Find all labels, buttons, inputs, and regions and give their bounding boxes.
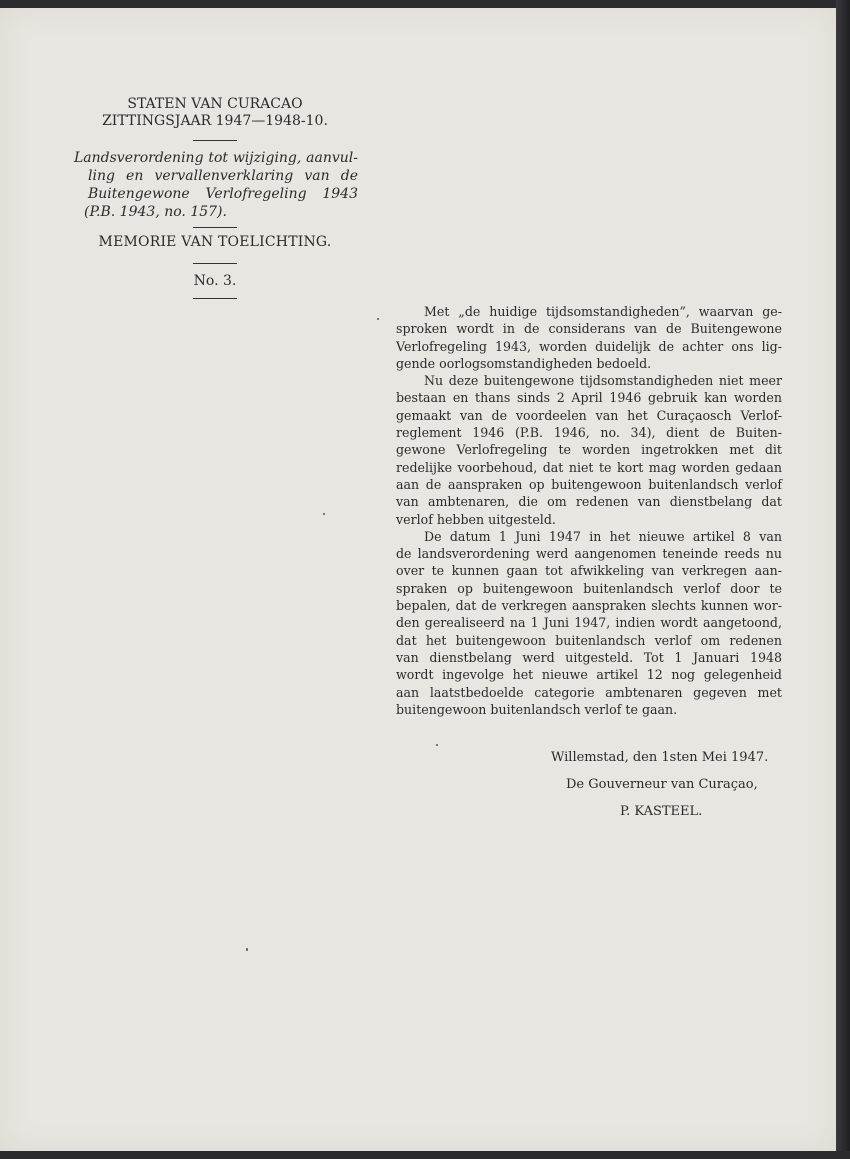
- header-divider-2: [193, 227, 237, 228]
- scan-speck: [246, 948, 248, 951]
- signature-title: De Gouverneur van Curaçao,: [566, 777, 758, 792]
- body-line: van ambtenaren, die om redenen van dienstbelang dat: [396, 494, 782, 510]
- body-line: aan laatstbedoelde categorie ambtenaren gegeven met: [396, 684, 782, 700]
- explanatory-memorandum-body: [396, 303, 782, 718]
- body-line: dat het buitengewoon buitenlandsch verlof om redenen: [396, 632, 782, 648]
- scan-speck: [377, 318, 379, 320]
- body-line: aan de aanspraken op buitengewoon buitenlandsch verlof: [396, 476, 782, 492]
- header-line-session: ZITTINGSJAAR 1947—1948-10.: [102, 113, 328, 129]
- scan-speck: [323, 513, 325, 515]
- header-line-states: STATEN VAN CURACAO: [127, 96, 303, 112]
- body-line: Nu deze buitengewone tijdsomstandigheden niet meer: [424, 373, 782, 389]
- header-divider-1: [193, 140, 237, 141]
- ordinance-description: [74, 149, 358, 221]
- signature-place-date: Willemstad, den 1sten Mei 1947.: [551, 750, 769, 765]
- memorie-heading: MEMORIE VAN TOELICHTING.: [98, 234, 332, 250]
- header-divider-4: [193, 298, 237, 299]
- body-line: wordt ingevolge het nieuwe artikel 12 nog gelegenheid: [396, 667, 782, 683]
- body-line: gemaakt van de voordeelen van het Curaçaosch Verlof-: [396, 407, 782, 423]
- body-line: reglement 1946 (P.B. 1946, no. 34), dient de Buiten-: [396, 425, 782, 441]
- description-line: Buitengewone Verlofregeling 1943: [88, 186, 358, 202]
- scan-speck: [436, 744, 438, 746]
- body-line: spraken op buitengewoon buitenlandsch verlof door te: [396, 580, 782, 596]
- body-line: bepalen, dat de verkregen aanspraken slechts kunnen wor-: [396, 598, 782, 614]
- description-line: Landsverordening tot wijziging, aanvul-: [74, 150, 358, 166]
- body-line: redelijke voorbehoud, dat niet te kort mag worden gedaan: [396, 459, 782, 475]
- body-line: Met „de huidige tijdsomstandigheden”, waarvan ge-: [424, 304, 782, 319]
- scan-bottom-border: [0, 1151, 850, 1159]
- header-divider-3: [193, 263, 237, 264]
- body-line: verlof hebben uitgesteld.: [396, 511, 556, 527]
- scan-right-border: [836, 0, 850, 1159]
- body-line: de landsverordening werd aangenomen teneinde reeds nu: [396, 546, 782, 562]
- body-line: gende oorlogsomstandigheden bedoeld.: [396, 355, 652, 371]
- body-line: buitengewoon buitenlandsch verlof te gaan.: [396, 701, 678, 717]
- document-header: [70, 96, 360, 130]
- body-line: gewone Verlofregeling te worden ingetrokken met dit: [396, 442, 782, 458]
- description-line: (P.B. 1943, no. 157).: [84, 204, 227, 220]
- body-line: Verlofregeling 1943, worden duidelijk de achter ons lig-: [396, 338, 782, 354]
- body-line: den gerealiseerd na 1 Juni 1947, indien wordt aangetoond,: [396, 615, 782, 631]
- scan-top-border: [0, 0, 850, 8]
- body-line: sproken wordt in de considerans van de Buitengewone: [396, 321, 782, 337]
- description-line: ling en vervallenverklaring van de: [88, 168, 358, 184]
- signature-name: P. KASTEEL.: [620, 804, 703, 819]
- body-line: bestaan en thans sinds 2 April 1946 gebruik kan worden: [396, 390, 782, 406]
- document-number: No. 3.: [193, 273, 237, 289]
- body-line: over te kunnen gaan tot afwikkeling van verkregen aan-: [396, 563, 782, 579]
- body-line: van dienstbelang werd uitgesteld. Tot 1 Januari 1948: [396, 649, 782, 665]
- body-line: De datum 1 Juni 1947 in het nieuwe artikel 8 van: [424, 528, 782, 544]
